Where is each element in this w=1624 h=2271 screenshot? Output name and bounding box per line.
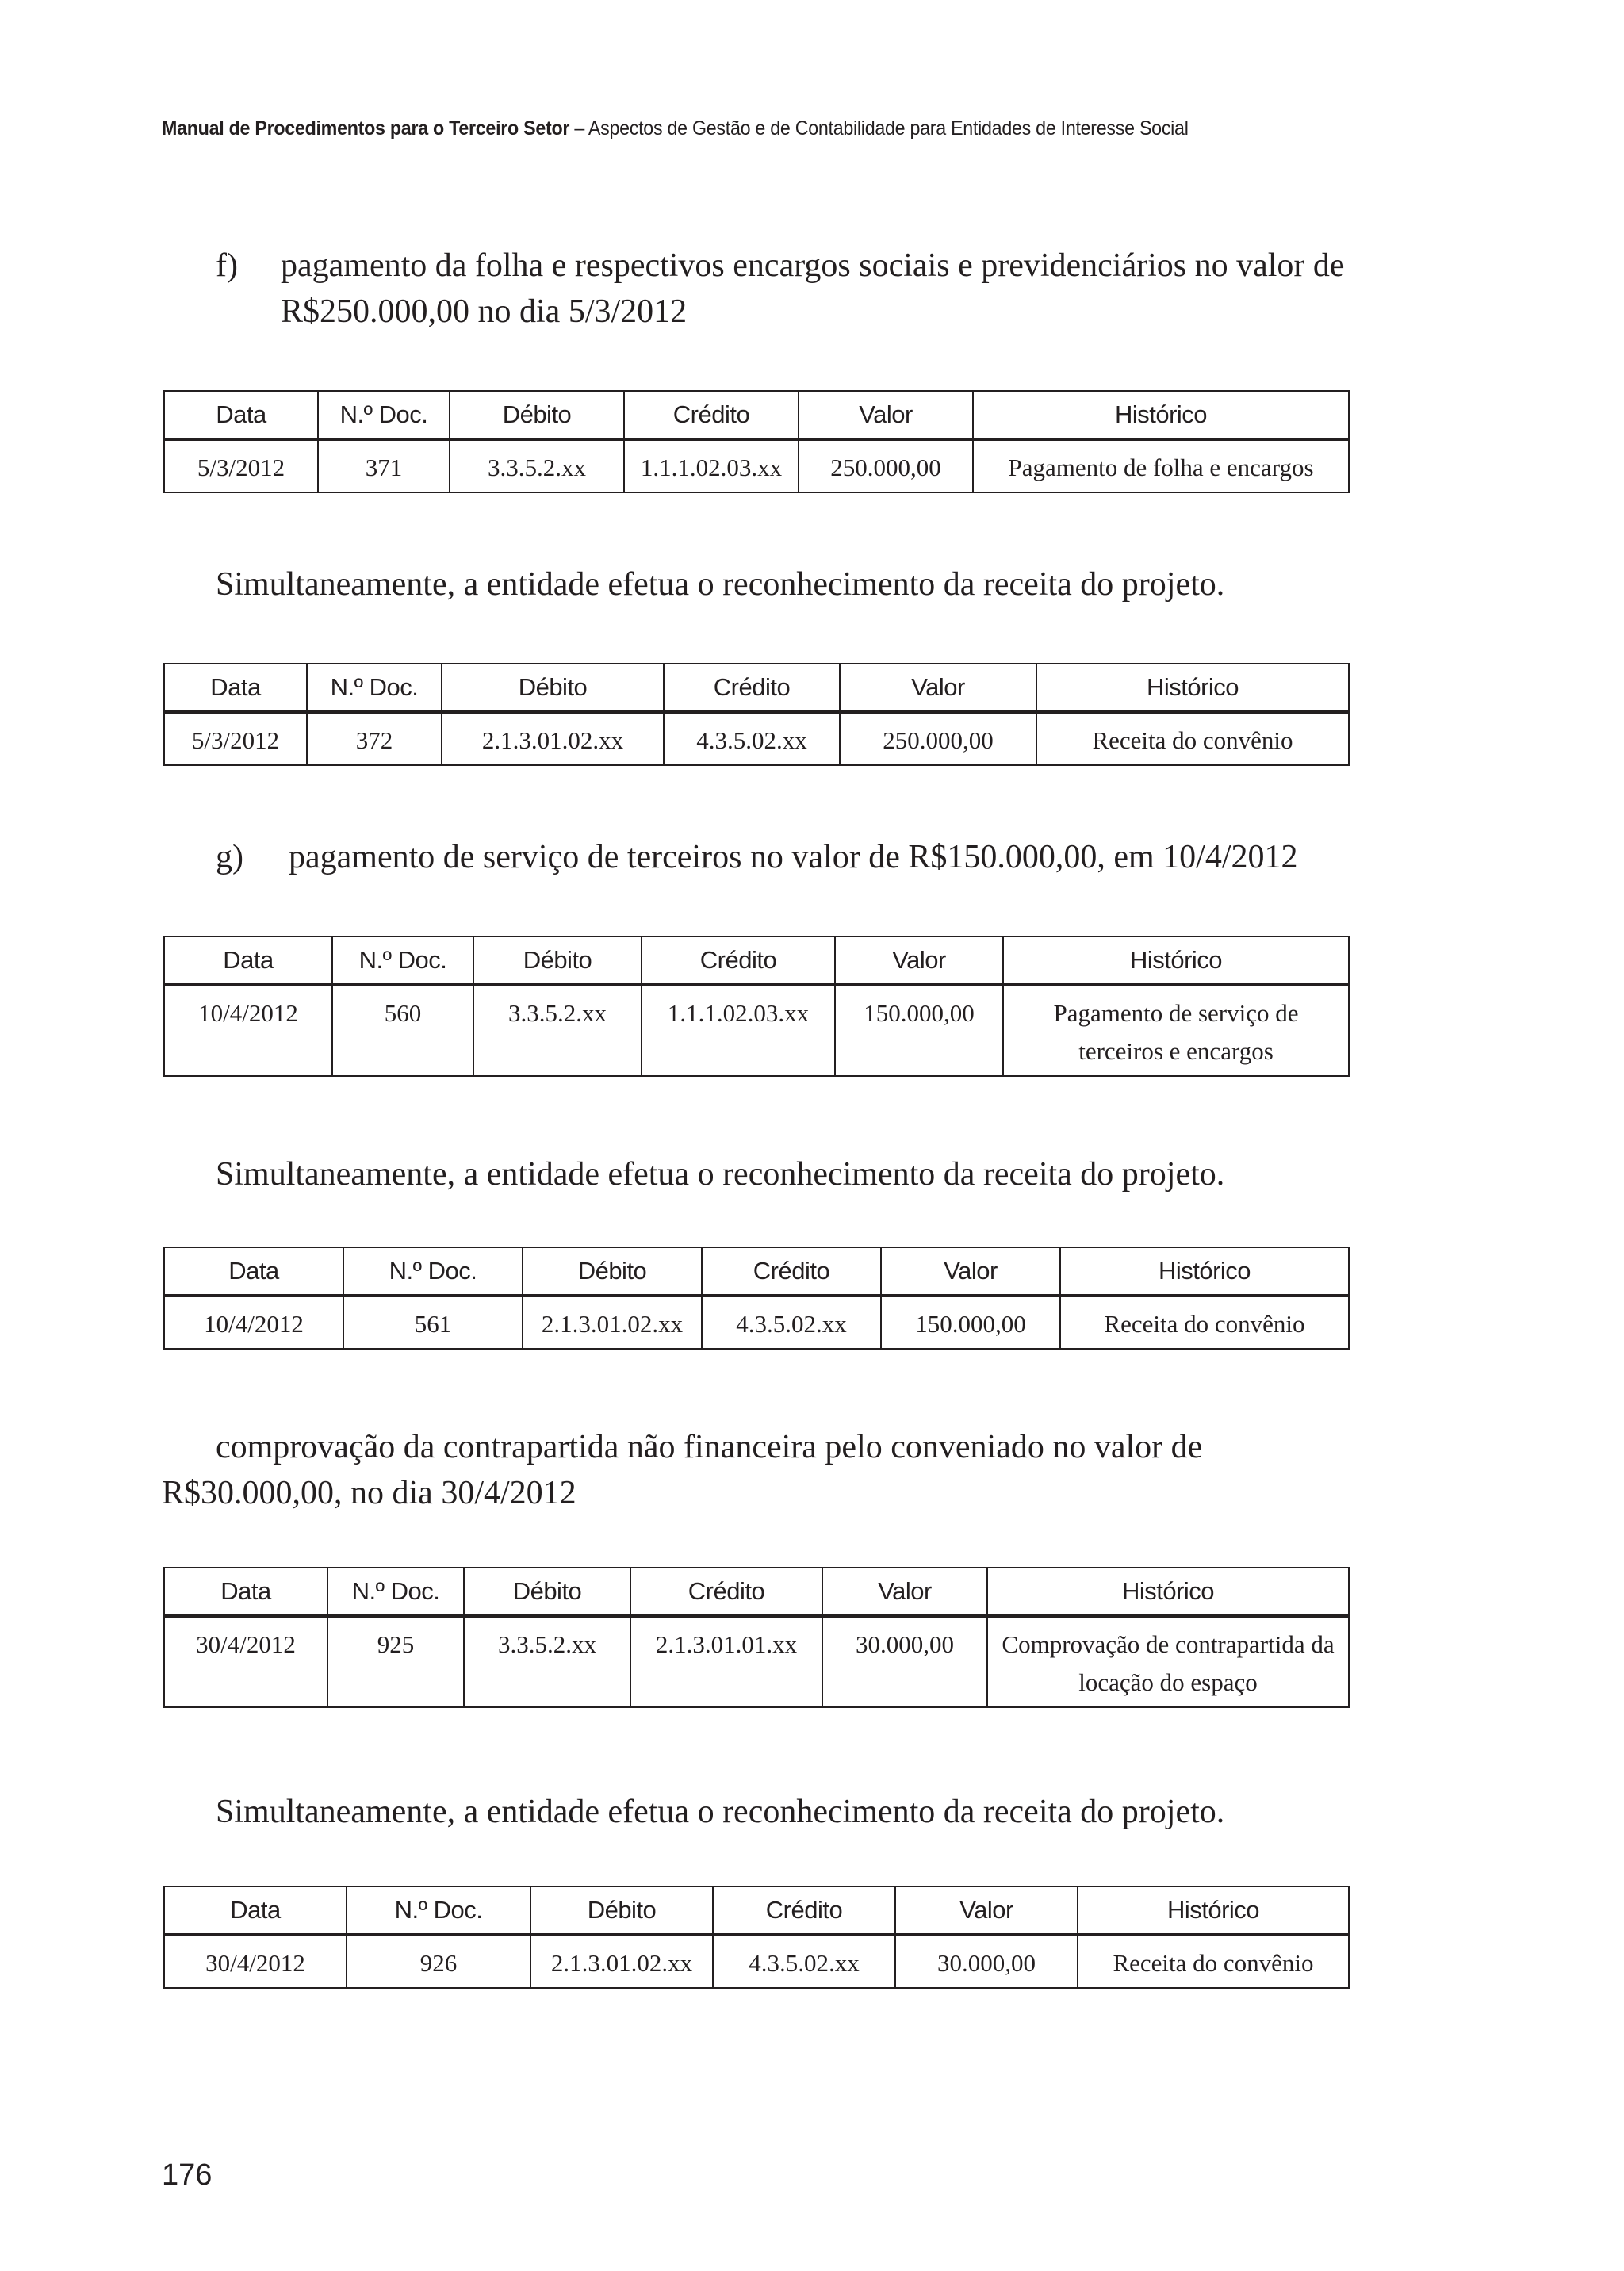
table-header-row <box>164 664 1349 712</box>
paragraph-simultaneous-3: Simultaneamente, a entidade efetua o reconhecimento da receita do projeto. <box>216 1794 1225 1830</box>
cell-doc: 925 <box>327 1616 464 1707</box>
header-historico: Histórico <box>987 1568 1349 1616</box>
header-credito: Crédito <box>642 936 835 985</box>
cell-valor: 250.000,00 <box>799 439 973 492</box>
header-doc: N.º Doc. <box>327 1568 464 1616</box>
paragraph-item-f <box>162 243 1351 335</box>
cell-credito: 2.1.3.01.01.xx <box>630 1616 822 1707</box>
cell-doc: 371 <box>318 439 450 492</box>
header-debito: Débito <box>523 1247 702 1296</box>
cell-credito: 4.3.5.02.xx <box>702 1296 881 1349</box>
cell-historico: Pagamento de serviço de terceiros e encargos <box>1003 985 1349 1076</box>
table-row <box>164 1616 1349 1707</box>
header-valor: Valor <box>840 664 1036 712</box>
paragraph-comprovacao: comprovação da contrapartida não financeira pelo conveniado no valor de R$30.000,00, no dia 30/4/2012 <box>162 1429 1203 1511</box>
header-valor: Valor <box>822 1568 987 1616</box>
cell-credito: 4.3.5.02.xx <box>664 712 840 765</box>
running-header-title: Manual de Procedimentos para o Terceiro Setor <box>162 117 570 140</box>
header-valor: Valor <box>835 936 1003 985</box>
cell-doc: 560 <box>332 985 473 1076</box>
cell-data: 10/4/2012 <box>164 1296 343 1349</box>
header-doc: N.º Doc. <box>347 1886 530 1935</box>
header-historico: Histórico <box>973 391 1349 439</box>
header-debito: Débito <box>464 1568 630 1616</box>
header-debito: Débito <box>442 664 664 712</box>
header-credito: Crédito <box>713 1886 895 1935</box>
header-credito: Crédito <box>630 1568 822 1616</box>
ledger-table-6 <box>163 1886 1350 1989</box>
cell-credito: 1.1.1.02.03.xx <box>642 985 835 1076</box>
header-debito: Débito <box>450 391 624 439</box>
item-f-text: pagamento da folha e respectivos encargos sociais e previdenciários no valor de R$250.000,00 no dia 5/3/2012 <box>281 247 1345 330</box>
paragraph-simultaneous-2: Simultaneamente, a entidade efetua o reconhecimento da receita do projeto. <box>216 1156 1225 1193</box>
table-row <box>164 712 1349 765</box>
header-data: Data <box>164 664 307 712</box>
ledger-table-5 <box>163 1567 1350 1708</box>
table-header-row <box>164 391 1349 439</box>
header-credito: Crédito <box>664 664 840 712</box>
cell-valor: 150.000,00 <box>835 985 1003 1076</box>
header-historico: Histórico <box>1003 936 1349 985</box>
cell-doc: 561 <box>343 1296 523 1349</box>
cell-debito: 3.3.5.2.xx <box>464 1616 630 1707</box>
ledger-table-2 <box>163 663 1350 766</box>
table-row <box>164 1935 1349 1988</box>
ledger-table-3 <box>163 936 1350 1077</box>
cell-historico: Receita do convênio <box>1060 1296 1349 1349</box>
ledger-table-1 <box>163 390 1350 493</box>
item-g-text: pagamento de serviço de terceiros no valor de R$150.000,00, em 10/4/2012 <box>289 839 1298 875</box>
cell-debito: 3.3.5.2.xx <box>473 985 642 1076</box>
cell-data: 30/4/2012 <box>164 1616 327 1707</box>
header-valor: Valor <box>799 391 973 439</box>
header-valor: Valor <box>895 1886 1078 1935</box>
header-debito: Débito <box>473 936 642 985</box>
header-credito: Crédito <box>702 1247 881 1296</box>
header-historico: Histórico <box>1060 1247 1349 1296</box>
cell-credito: 1.1.1.02.03.xx <box>624 439 799 492</box>
table-header-row <box>164 1886 1349 1935</box>
header-data: Data <box>164 391 318 439</box>
running-header <box>162 117 1189 140</box>
cell-credito: 4.3.5.02.xx <box>713 1935 895 1988</box>
table-row <box>164 1296 1349 1349</box>
page-number: 176 <box>162 2158 213 2192</box>
header-doc: N.º Doc. <box>318 391 450 439</box>
item-f-marker: f) <box>216 247 238 284</box>
header-doc: N.º Doc. <box>343 1247 523 1296</box>
table-header-row <box>164 936 1349 985</box>
cell-debito: 3.3.5.2.xx <box>450 439 624 492</box>
header-historico: Histórico <box>1078 1886 1349 1935</box>
cell-doc: 926 <box>347 1935 530 1988</box>
cell-debito: 2.1.3.01.02.xx <box>442 712 664 765</box>
cell-data: 5/3/2012 <box>164 439 318 492</box>
running-header-subtitle: – Aspectos de Gestão e de Contabilidade para Entidades de Interesse Social <box>569 117 1189 140</box>
header-doc: N.º Doc. <box>332 936 473 985</box>
cell-data: 5/3/2012 <box>164 712 307 765</box>
item-g-marker: g) <box>216 839 243 875</box>
cell-valor: 30.000,00 <box>822 1616 987 1707</box>
paragraph-simultaneous-1: Simultaneamente, a entidade efetua o reconhecimento da receita do projeto. <box>216 566 1225 603</box>
table-header-row <box>164 1568 1349 1616</box>
header-data: Data <box>164 1247 343 1296</box>
table-header-row <box>164 1247 1349 1296</box>
cell-valor: 250.000,00 <box>840 712 1036 765</box>
cell-historico: Receita do convênio <box>1078 1935 1349 1988</box>
header-historico: Histórico <box>1036 664 1349 712</box>
header-debito: Débito <box>530 1886 713 1935</box>
header-data: Data <box>164 936 332 985</box>
table-row <box>164 439 1349 492</box>
header-data: Data <box>164 1568 327 1616</box>
table-row <box>164 985 1349 1076</box>
header-data: Data <box>164 1886 347 1935</box>
cell-data: 10/4/2012 <box>164 985 332 1076</box>
cell-debito: 2.1.3.01.02.xx <box>530 1935 713 1988</box>
cell-historico: Receita do convênio <box>1036 712 1349 765</box>
paragraph-item-g <box>162 834 1351 880</box>
cell-debito: 2.1.3.01.02.xx <box>523 1296 702 1349</box>
cell-data: 30/4/2012 <box>164 1935 347 1988</box>
header-credito: Crédito <box>624 391 799 439</box>
cell-valor: 30.000,00 <box>895 1935 1078 1988</box>
header-valor: Valor <box>881 1247 1060 1296</box>
ledger-table-4 <box>163 1247 1350 1350</box>
cell-historico: Pagamento de folha e encargos <box>973 439 1349 492</box>
cell-valor: 150.000,00 <box>881 1296 1060 1349</box>
header-doc: N.º Doc. <box>307 664 442 712</box>
cell-historico: Comprovação de contrapartida da locação do espaço <box>987 1616 1349 1707</box>
cell-doc: 372 <box>307 712 442 765</box>
